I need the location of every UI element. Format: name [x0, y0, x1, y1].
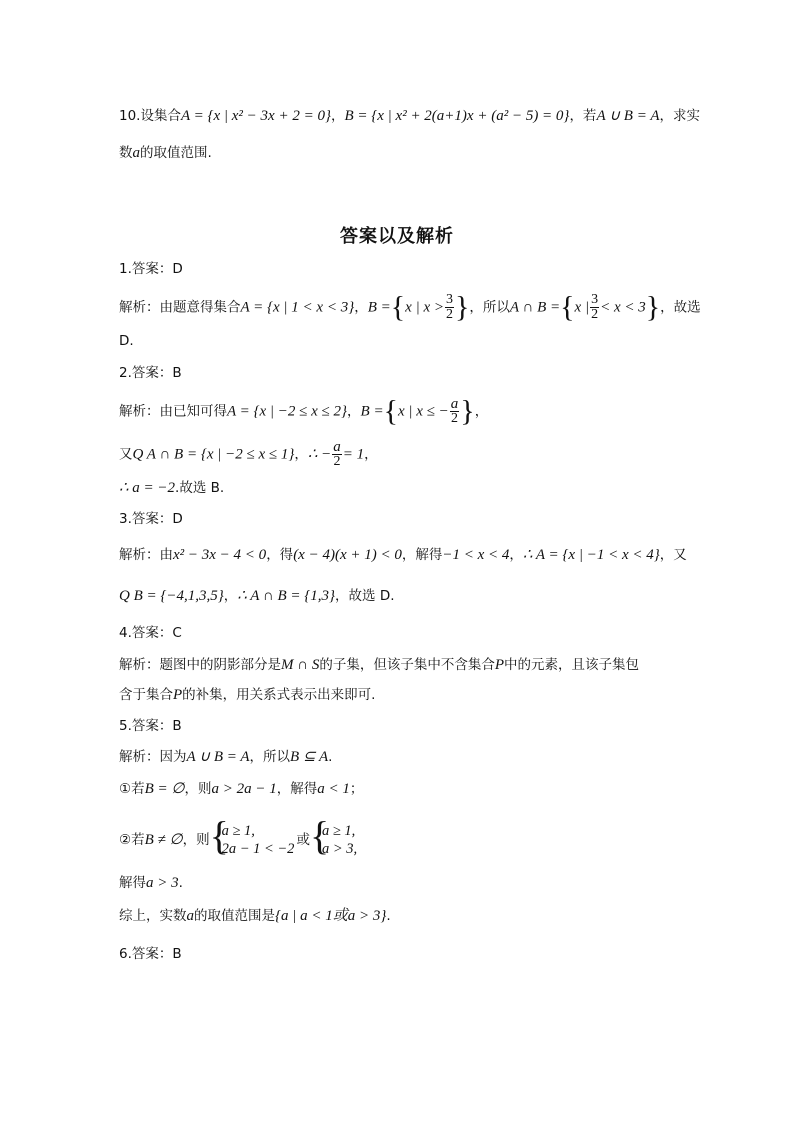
a1-set2-post: < x < 3 — [600, 299, 646, 316]
a5-sys1-row1: a ≥ 1, — [221, 823, 255, 839]
section-title: 答案以及解析 — [340, 226, 454, 247]
a3-e2: (x − 4)(x + 1) < 0 — [293, 547, 402, 563]
a1-set-a: A = {x | 1 < x < 3} — [240, 299, 355, 316]
answer-1-line-2: D. — [119, 333, 134, 349]
a5-l2-e2: a > 2a − 1 — [211, 781, 277, 797]
q10-line-2 — [119, 143, 684, 163]
a2-l3-expr: ∴ a = −2 — [119, 480, 176, 496]
answer-5-line-2 — [119, 779, 684, 799]
a2-l2-post: ， — [364, 446, 378, 463]
answer-2-line-1 — [119, 394, 684, 428]
a3-l2-post: ，故选 D. — [335, 588, 395, 604]
a5-system-1 — [209, 813, 295, 858]
a1-post: ，故选 — [660, 299, 701, 316]
a5-l3-mid: ，则 — [182, 832, 210, 848]
a1-sep: ， — [354, 299, 368, 316]
q10-cond-pre: ，若 — [569, 108, 597, 124]
a3-t2: ，解得 — [401, 547, 443, 563]
q10-l2-pre: 数 — [119, 145, 133, 161]
a5-l2-post: ； — [349, 781, 364, 797]
a3-t1: ，得 — [266, 547, 294, 563]
q10-set-b: B = {x | x² + 2(a+1)x + (a² − 5) = 0} — [344, 108, 570, 124]
a2-l3-post: .故选 B. — [175, 480, 225, 496]
a5-sys2-row2: a > 3, — [321, 841, 358, 857]
a2-fraction-2 — [332, 440, 342, 469]
answer-4-line-2 — [119, 685, 684, 705]
a1-frac1-den: 2 — [445, 307, 453, 322]
q10-line-1 — [119, 106, 700, 126]
a5-l1-pre: 解析：因为 — [119, 749, 187, 765]
a5-sys1-row2: 2a − 1 < −2 — [221, 841, 295, 857]
q10-set-a: A = {x | x² − 3x + 2 = 0} — [180, 108, 331, 124]
answer-4-label: 4.答案：C — [119, 625, 182, 641]
answer-2-label: 2.答案：B — [119, 365, 182, 381]
answer-1-line-1 — [119, 290, 701, 324]
a4-l2-post: 的补集，用关系式表示出来即可. — [182, 687, 376, 703]
a1-fraction-1 — [445, 293, 454, 322]
a5-l1-post: . — [328, 749, 333, 765]
a5-l4-post: . — [178, 875, 183, 891]
a5-l4-e: a > 3 — [146, 875, 179, 891]
a2-b-pre: B = — [360, 403, 384, 420]
a3-e4: ∴ A = {x | −1 < x < 4} — [522, 547, 660, 563]
a1-mid: ，所以 — [469, 299, 510, 316]
q10-cond-post: ，求实 — [659, 108, 700, 124]
a4-l1-post: 中的元素，且该子集包 — [504, 657, 639, 673]
a3-e3: −1 < x < 4 — [442, 547, 510, 563]
answer-1-label: 1.答案：D — [119, 261, 183, 277]
a1-intersection: A ∩ B = — [509, 299, 561, 316]
a1-l1-pre: 解析：由题意得集合 — [119, 299, 241, 316]
a4-l2-pre: 含于集合 — [119, 687, 173, 703]
a5-system-2 — [309, 813, 358, 858]
answer-3-line-1 — [119, 545, 687, 565]
a5-l3-pre: ②若 — [119, 832, 145, 848]
a4-p: P — [494, 657, 504, 673]
q10-sep: ， — [330, 108, 345, 124]
a5-l2-pre: ①若 — [119, 781, 145, 797]
a5-l5-a: a — [186, 908, 194, 924]
a1-brace-close-2: } — [645, 290, 661, 324]
a3-t3: ， — [509, 547, 523, 563]
a2-set-a: A = {x | −2 ≤ x ≤ 2} — [227, 403, 348, 420]
a3-l1-pre: 解析：由 — [119, 547, 173, 563]
a5-l5-post: . — [386, 908, 391, 924]
a3-e1: x² − 3x − 4 < 0 — [173, 547, 267, 563]
a5-l2-mid: ，则 — [184, 781, 212, 797]
a5-sys2-row1: a ≥ 1, — [321, 823, 356, 839]
a1-fraction-2 — [590, 293, 599, 322]
a3-l1-post: ，又 — [659, 547, 687, 563]
a5-l5-e: {a | a < 1或a > 3} — [275, 908, 387, 924]
answer-3-line-2 — [119, 586, 684, 606]
a4-l2-p: P — [173, 687, 183, 703]
answer-5-label: 5.答案：B — [119, 718, 182, 734]
a5-sys2-brace: { — [309, 813, 330, 858]
a5-l2-mid2: ，解得 — [276, 781, 318, 797]
a2-l2-expr: Q A ∩ B = {x | −2 ≤ x ≤ 1} — [132, 446, 295, 463]
answer-5-line-3 — [119, 813, 684, 859]
a2-sep: ， — [347, 403, 361, 420]
answer-6-label: 6.答案：B — [119, 946, 182, 962]
answer-5-line-1 — [119, 747, 684, 767]
q10-condition: A ∪ B = A — [596, 108, 660, 124]
a2-post: ， — [474, 403, 489, 420]
a2-l2-mid: ， — [294, 446, 308, 463]
answer-2-line-3 — [119, 478, 684, 498]
a2-frac-den: 2 — [451, 411, 459, 426]
a2-l2-pre: 又 — [119, 446, 133, 463]
a4-mid: 的子集，但该子集中不含集合 — [319, 657, 495, 673]
answer-2-line-2 — [119, 440, 684, 469]
answer-3-label: 3.答案：D — [119, 511, 183, 527]
a1-set2-pre: x | — [574, 299, 590, 316]
answer-5-line-4 — [119, 873, 684, 893]
a1-b-set: x | x > — [405, 299, 444, 316]
a1-frac1-num: 3 — [445, 292, 453, 307]
a1-brace-open-2: { — [560, 290, 575, 324]
a1-frac2-num: 3 — [591, 292, 599, 307]
a2-b-set: x | x ≤ − — [398, 403, 449, 420]
a1-b-pre: B = — [367, 299, 391, 316]
a5-or: 或 — [296, 832, 310, 848]
a5-sys1-brace: { — [209, 813, 229, 858]
answer-5-line-5 — [119, 906, 684, 926]
a5-l2-e1: B = ∅ — [144, 781, 185, 797]
a2-frac-num: a — [450, 396, 459, 412]
a2-fraction — [450, 397, 460, 426]
a2-brace-open: { — [383, 394, 398, 428]
q10-l2-var: a — [132, 145, 140, 161]
a5-l5-mid: 的取值范围是 — [194, 908, 275, 924]
a5-l5-pre: 综上，实数 — [119, 908, 187, 924]
a4-l1-pre: 解析：题图中的阴影部分是 — [119, 657, 281, 673]
q10-l2-post: 的取值范围. — [140, 145, 212, 161]
a4-e1: M ∩ S — [281, 657, 320, 673]
a2-frac2-den: 2 — [333, 454, 341, 469]
a5-l3-e1: B ≠ ∅ — [144, 832, 183, 848]
q10-prefix: 10.设集合 — [119, 108, 181, 124]
a5-mid: ，所以 — [249, 749, 291, 765]
a3-l2-e2: ∴ A ∩ B = {1,3} — [237, 588, 336, 604]
a1-frac2-den: 2 — [591, 307, 599, 322]
a5-l2-e3: a < 1 — [317, 781, 350, 797]
a5-l4-pre: 解得 — [119, 875, 146, 891]
a2-eq: = 1 — [342, 446, 365, 463]
a3-l2-t1: ， — [223, 588, 238, 604]
a1-brace-open: { — [390, 290, 406, 324]
answer-4-line-1 — [119, 655, 684, 675]
a2-brace-close: } — [460, 394, 475, 428]
a2-frac2-num: a — [333, 439, 341, 455]
a2-therefore: ∴ − — [307, 446, 332, 463]
a5-e1: A ∪ B = A — [186, 749, 250, 765]
a3-l2-e1: Q B = {−4,1,3,5} — [119, 588, 224, 604]
a2-l1-pre: 解析：由已知可得 — [119, 403, 227, 420]
a5-e2: B ⊆ A — [290, 749, 329, 765]
a1-brace-close: } — [454, 290, 470, 324]
